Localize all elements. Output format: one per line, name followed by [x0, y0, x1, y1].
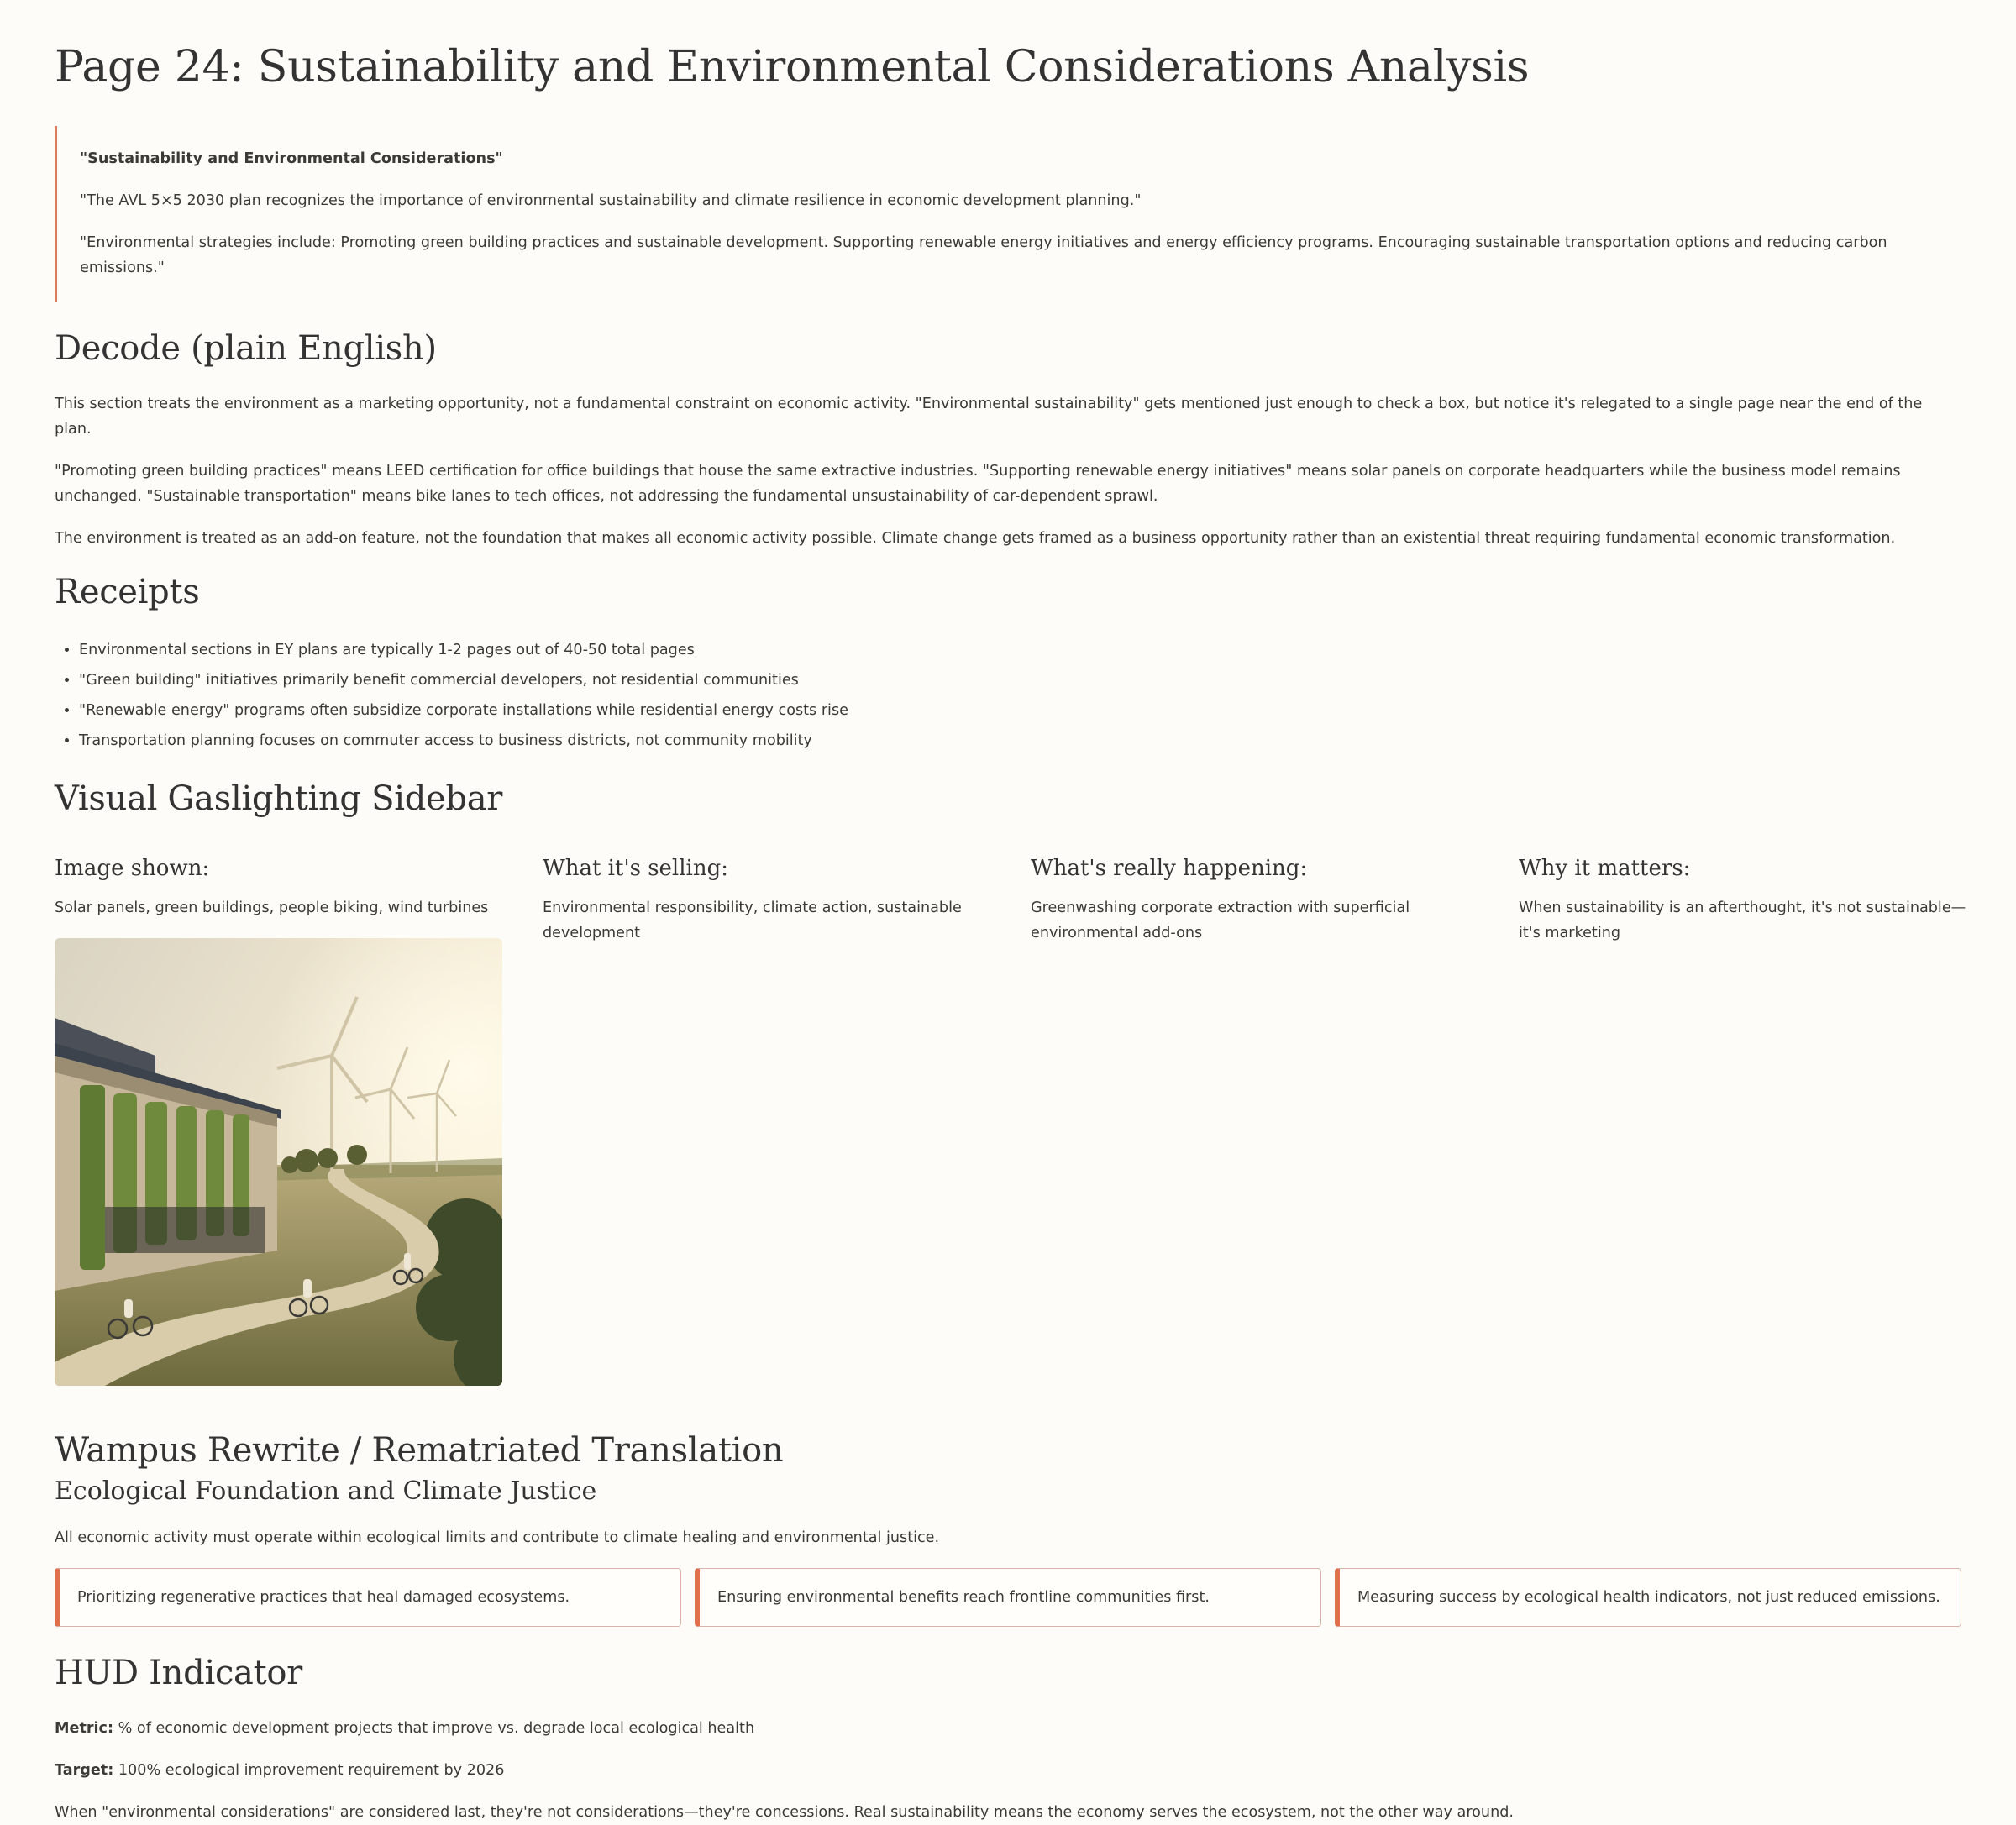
column-text: When sustainability is an afterthought, it's not sustainable—it's marketing [1519, 899, 1966, 941]
rewrite-heading: Wampus Rewrite / Rematriated Translation [55, 1431, 784, 1470]
sidebar-columns [55, 853, 1966, 1386]
quote-paragraph: "The AVL 5×5 2030 plan recognizes the importance of environmental sustainability and climate resilience in economic development planning." [80, 192, 1142, 209]
quote-title: "Sustainability and Environmental Considerations" [80, 150, 503, 167]
hud-closing: When "environmental considerations" are considered last, they're not considerations—they're concessions. Real sustainability means the economy serves the ecosystem, not the other way around. [55, 1804, 1514, 1821]
column-heading: What's really happening: [1031, 856, 1308, 881]
sidebar-heading: Visual Gaslighting Sidebar [55, 779, 503, 818]
list-item: • "Renewable energy" programs often subsidize corporate installations while residential energy costs rise [79, 695, 1961, 726]
rewrite-intro: All economic activity must operate within ecological limits and contribute to climate healing and environmental justice. [55, 1529, 940, 1546]
decode-paragraph: "Promoting green building practices" means LEED certification for office buildings that house the same extractive industries. "Supporting renewable energy initiatives" means solar panels on corporate headquarters while the business model remains unchanged. "Sustainable transportation" means bike lanes to tech offices, not addressing the fundamental unsustainability of car-dependent sprawl. [55, 463, 1901, 505]
sidebar-column-what-its-selling [543, 853, 990, 1386]
target-label: Target: [55, 1762, 114, 1779]
list-item: • Transportation planning focuses on commuter access to business districts, not community mobility [79, 726, 1961, 756]
page-title: Page 24: Sustainability and Environmental Considerations Analysis [55, 42, 1530, 92]
sidebar-column-whats-really-happening [1031, 853, 1478, 1386]
visual-gaslighting-sidebar [55, 774, 1966, 1386]
rewrite-subheading: Ecological Foundation and Climate Justice [55, 1476, 597, 1506]
list-item: • "Green building" initiatives primarily benefit commercial developers, not residential communities [79, 665, 1961, 695]
hud-target [55, 1758, 1961, 1783]
principle-card: Measuring success by ecological health indicators, not just reduced emissions. [1335, 1568, 1961, 1627]
column-text: Greenwashing corporate extraction with superficial environmental add-ons [1031, 899, 1410, 941]
column-text: Solar panels, green buildings, people biking, wind turbines [55, 899, 489, 916]
column-heading: Image shown: [55, 856, 210, 881]
rewrite-section [55, 1426, 1961, 1627]
decode-paragraph: The environment is treated as an add-on feature, not the foundation that makes all economic activity possible. Climate change gets framed as a business opportunity rather than an existential threat requiring fundamental economic transformation. [55, 530, 1896, 547]
sustainability-illustration [55, 938, 502, 1386]
source-quote [55, 126, 1961, 302]
decode-paragraph: This section treats the environment as a marketing opportunity, not a fundamental constraint on economic activity. "Environmental sustainability" gets mentioned just enough to check a box, but notice it's relegated to a single page near the end of the plan. [55, 396, 1923, 438]
column-heading: What it's selling: [543, 856, 729, 881]
hud-indicator-section [55, 1649, 1961, 1825]
sidebar-column-why-it-matters [1519, 853, 1966, 1386]
quote-paragraph: "Environmental strategies include: Promoting green building practices and sustainable development. Supporting renewable energy initiatives and energy efficiency programs. Encouraging sustainable transportation options and reducing carbon emissions." [80, 234, 1887, 276]
column-text: Environmental responsibility, climate action, sustainable development [543, 899, 962, 941]
principle-card: Prioritizing regenerative practices that heal damaged ecosystems. [55, 1568, 681, 1627]
receipts-heading: Receipts [55, 573, 200, 611]
decode-heading: Decode (plain English) [55, 329, 437, 368]
decode-section [55, 324, 1961, 551]
hud-heading: HUD Indicator [55, 1654, 302, 1692]
list-item: • Environmental sections in EY plans are typically 1-2 pages out of 40-50 total pages [79, 635, 1961, 665]
principle-card: Ensuring environmental benefits reach frontline communities first. [695, 1568, 1321, 1627]
receipts-section [55, 568, 1961, 756]
sidebar-column-image-shown [55, 853, 502, 1386]
metric-label: Metric: [55, 1720, 114, 1737]
column-heading: Why it matters: [1519, 856, 1691, 881]
target-value: 100% ecological improvement requirement by 2026 [118, 1762, 505, 1779]
metric-value: % of economic development projects that improve vs. degrade local ecological health [118, 1720, 755, 1737]
hud-metric [55, 1716, 1961, 1741]
rewrite-cards [55, 1568, 1961, 1627]
receipts-list [55, 635, 1961, 756]
